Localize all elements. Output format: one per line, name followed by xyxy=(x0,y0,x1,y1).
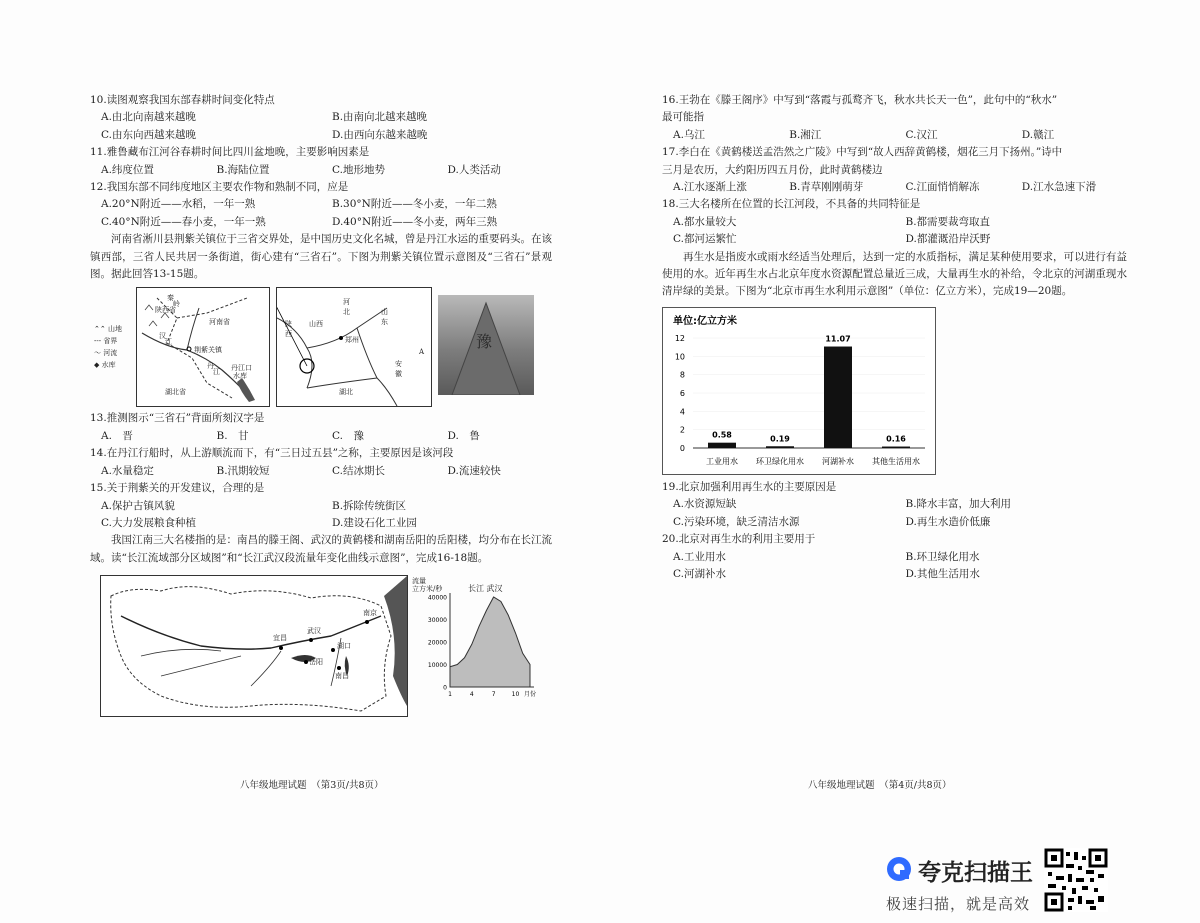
legend-item: 省界 xyxy=(103,337,118,346)
option-c: C.结冰期长 xyxy=(332,464,385,477)
y-tick-label: 20000 xyxy=(427,639,447,647)
option-b: B.拆除传统街区 xyxy=(332,499,407,512)
question-stem: 18.三大名楼所在位置的长江河段，不具备的共同特征是 xyxy=(662,198,921,211)
question-stem: 17.李白在《黄鹤楼送孟浩然之广陵》中写到“故人西辞黄鹤楼，烟花三月下扬州。”诗中 xyxy=(662,146,1063,159)
x-tick-label: 10 xyxy=(511,691,520,699)
option-b: B.海陆位置 xyxy=(216,163,270,176)
data-label: 0.16 xyxy=(886,434,906,444)
map-label: 山西 xyxy=(309,320,323,329)
option-a: A.由北向南越来越晚 xyxy=(101,111,196,124)
question-stem: 10.读图观察我国东部春耕时间变化特点 xyxy=(90,94,275,106)
option-b: B.降水丰富，加大利用 xyxy=(905,498,1012,511)
map-label: 武汉 xyxy=(307,627,321,636)
option-b: B.30°N附近——冬小麦，一年二熟 xyxy=(332,198,497,211)
stone-inscription: 豫 xyxy=(476,332,493,352)
inset-map-svg xyxy=(277,288,431,406)
map-label: 岭 xyxy=(173,300,180,309)
inset-map xyxy=(276,287,432,407)
map-label: 湖口 xyxy=(337,642,351,651)
flow-chart xyxy=(408,575,538,715)
option-c: C.汉江 xyxy=(905,128,938,141)
flow-area xyxy=(450,597,530,687)
boundary-icon: --- xyxy=(94,337,102,346)
map-label: 宜昌 xyxy=(273,634,287,643)
y-tick-label: 40000 xyxy=(427,594,447,602)
question-stem: 12.我国东部不同纬度地区主要农作物和熟制不同，应是 xyxy=(90,181,349,194)
option-c: C.由东向西越来越晚 xyxy=(101,128,196,141)
map-label: 荆紫关镇 xyxy=(194,346,222,355)
question-15 xyxy=(90,480,552,532)
legend-item: 水库 xyxy=(101,361,116,370)
y-tick-label: 10 xyxy=(674,352,685,362)
question-12 xyxy=(90,179,552,231)
option-d: D.建设石化工业园 xyxy=(332,516,417,529)
option-a: A.水量稳定 xyxy=(101,464,154,477)
x-tick-label: 工业用水 xyxy=(706,456,738,466)
map-label: 丹 xyxy=(207,362,214,371)
question-stem: 20.北京对再生水的利用主要用于 xyxy=(662,533,816,546)
bar xyxy=(882,446,910,448)
option-d: D.都灌溉沿岸沃野 xyxy=(905,233,991,246)
reservoir-shape xyxy=(237,378,255,402)
map-label: 江 xyxy=(165,338,172,347)
three-province-stone-photo xyxy=(438,295,534,395)
option-b: B.汛期较短 xyxy=(216,464,270,477)
map-label: 河 xyxy=(343,298,350,307)
bar xyxy=(766,446,794,448)
yangtze-basin-map xyxy=(100,575,408,717)
option-c: C.河湖补水 xyxy=(673,567,726,580)
option-c: C. 豫 xyxy=(332,429,364,442)
option-a: A.纬度位置 xyxy=(101,163,154,176)
option-d: D.再生水造价低廉 xyxy=(905,515,991,528)
option-d: D.由西向东越来越晚 xyxy=(332,128,428,141)
map-label: 郑州 xyxy=(345,336,359,345)
map-label: A xyxy=(419,348,425,357)
map-label: 南昌 xyxy=(335,672,349,681)
question-stem: 15.关于荆紫关的开发建议，合理的是 xyxy=(90,482,265,495)
option-b: B. 甘 xyxy=(216,429,249,442)
bar xyxy=(824,346,852,447)
option-d: D.40°N附近——冬小麦，两年三熟 xyxy=(332,215,498,228)
question-stem: 14.在丹江行船时，从上游顺流而下，有“三日过五县”之称，主要原因是该河段 xyxy=(90,447,454,460)
question-stem-cont: 最可能指 xyxy=(662,111,704,124)
y-tick-label: 2 xyxy=(679,425,685,435)
flow-chart-svg xyxy=(408,575,538,715)
question-stem: 11.雅鲁藏布江河谷春耕时间比四川盆地晚，主要影响因素是 xyxy=(90,146,370,159)
map-label: 水库 xyxy=(233,372,247,381)
option-c: C.40°N附近——春小麦，一年一熟 xyxy=(101,215,266,228)
map-label: 西 xyxy=(285,330,292,339)
option-b: B.由南向北越来越晚 xyxy=(332,111,428,124)
option-d: D.人类活动 xyxy=(447,163,501,176)
figure-yangtze xyxy=(90,575,552,717)
map-legend xyxy=(94,325,138,369)
flow-ylabel: 流量 xyxy=(412,577,426,586)
x-tick-label: 其他生活用水 xyxy=(872,456,920,466)
option-b: B.湘江 xyxy=(789,128,822,141)
data-label: 11.07 xyxy=(825,334,851,344)
question-18 xyxy=(662,196,1127,248)
option-b: B.青草刚刚萌芽 xyxy=(789,181,864,194)
x-tick-label: 河湖补水 xyxy=(822,456,854,466)
y-tick-label: 10000 xyxy=(427,662,447,670)
question-stem-cont: 三月是农历，大约阳历四五月份，此时黄鹤楼边 xyxy=(662,163,883,176)
map-label: 岳阳 xyxy=(309,658,323,667)
passage-16-18: 我国江南三大名楼指的是：南昌的滕王阁、武汉的黄鹤楼和湖南岳阳的岳阳楼，均分布在长江流域。读“长江流域部分区域图”和“长江武汉段流量年变化曲线示意图”，完成16-18题。 xyxy=(90,534,552,564)
y-tick-label: 30000 xyxy=(427,617,447,625)
option-c: C.都河运繁忙 xyxy=(673,233,737,246)
x-axis-unit: 月份 xyxy=(523,691,536,699)
map-label: 北 xyxy=(343,308,350,317)
question-16 xyxy=(662,92,1127,144)
option-d: D. 鲁 xyxy=(447,429,480,442)
question-11 xyxy=(90,144,552,179)
left-page-footer: 八年级地理试题 （第3页/共8页） xyxy=(240,780,384,791)
map-label: 安 xyxy=(395,360,402,369)
location-map xyxy=(136,287,270,407)
map-label: 秦 xyxy=(167,294,174,303)
question-14 xyxy=(90,445,552,480)
figure-jingziguan xyxy=(90,287,552,407)
reclaimed-water-chart xyxy=(662,307,936,475)
option-c: C.地形地势 xyxy=(332,163,385,176)
option-a: A.水资源短缺 xyxy=(673,498,737,511)
map-label: 汉 xyxy=(159,332,166,341)
question-stem: 13.推测图示“三省石”背面所刻汉字是 xyxy=(90,412,265,425)
option-a: A.20°N附近——水稻，一年一熟 xyxy=(101,198,256,211)
map-label: 陕 xyxy=(285,320,292,329)
option-a: A.江水逐渐上涨 xyxy=(673,181,747,194)
y-tick-label: 8 xyxy=(679,370,685,380)
x-tick-label: 环卫绿化用水 xyxy=(756,456,804,466)
option-a: A. 晋 xyxy=(101,429,133,442)
map-label: 南京 xyxy=(363,609,377,618)
y-tick-label: 6 xyxy=(679,388,685,398)
option-d: D.赣江 xyxy=(1021,128,1055,141)
option-b: B.环卫绿化用水 xyxy=(905,550,980,563)
question-20 xyxy=(662,531,1127,583)
mountain-icon: ⌃⌃ xyxy=(94,325,106,334)
x-tick-label: 7 xyxy=(491,691,496,699)
question-stem: 19.北京加强利用再生水的主要原因是 xyxy=(662,480,837,493)
option-d: D.流速较快 xyxy=(447,464,501,477)
bar xyxy=(708,443,736,448)
option-a: A.乌江 xyxy=(673,128,705,141)
option-a: A.工业用水 xyxy=(673,550,726,563)
map-label: 东 xyxy=(381,318,388,327)
x-tick-label: 1 xyxy=(448,691,452,699)
map-label: 陕西省 xyxy=(155,306,176,315)
option-c: C.大力发展粮食种植 xyxy=(101,516,196,529)
question-10 xyxy=(90,92,552,144)
right-page-footer: 八年级地理试题 （第4页/共8页） xyxy=(808,780,952,791)
map-label: 丹江口 xyxy=(231,364,252,373)
question-stem: 16.王勃在《滕王阁序》中写到“落霞与孤鹜齐飞，秋水共长天一色”，此句中的“秋水” xyxy=(662,94,1058,106)
passage-13-15: 河南省淅川县荆紫关镇位于三省交界处，是中国历史文化名城，曾是丹江水运的重要码头。在该镇西部，三省人民共居一条街道，街心建有“三省石”。下图为荆紫关镇位置示意图及“三省石”景观图。据此回答13-15题。 xyxy=(90,233,552,281)
map-label: 徽 xyxy=(395,370,402,379)
river-icon: ～ xyxy=(94,349,101,358)
qr-code-icon xyxy=(1044,848,1108,912)
data-label: 0.58 xyxy=(712,430,732,440)
option-b: B.都需要裁弯取直 xyxy=(905,215,991,228)
quark-logo-icon xyxy=(886,856,912,882)
chart-title: 单位:亿立方米 xyxy=(673,315,737,327)
reservoir-icon: ◆ xyxy=(94,361,100,370)
legend-item: 河流 xyxy=(103,349,118,358)
y-tick-label: 12 xyxy=(674,333,685,343)
x-tick-label: 4 xyxy=(469,691,474,699)
option-c: C.污染环境，缺乏清洁水源 xyxy=(673,515,800,528)
question-19 xyxy=(662,479,1127,531)
map-label: 江 xyxy=(213,368,220,377)
bar-chart-svg xyxy=(663,308,935,474)
right-page xyxy=(662,92,1127,583)
option-c: C.江面悄悄解冻 xyxy=(905,181,980,194)
brand-slogan: 极速扫描，就是高效 xyxy=(886,895,1031,913)
flow-ylabel-unit: 立方米/秒 xyxy=(412,585,443,594)
y-tick-label: 4 xyxy=(679,407,685,417)
yangtze-map-svg xyxy=(101,576,407,716)
data-label: 0.19 xyxy=(770,434,790,444)
map-label: 湖北省 xyxy=(165,388,186,397)
passage-19-20: 再生水是指废水或雨水经适当处理后，达到一定的水质指标，满足某种使用要求，可以进行有益使用的水。近年再生水占北京年度水资源配置总量近三成，大量再生水的补给，令北京的河湖重现水清岸绿的美景。下图为“北京市再生水利用示意图”（单位：亿立方米），完成19—20题。 xyxy=(662,250,1127,298)
left-page xyxy=(90,92,552,717)
brand-name: 夸克扫描王 xyxy=(918,860,1033,886)
option-d: D.江水急速下滑 xyxy=(1021,181,1097,194)
question-13 xyxy=(90,410,552,445)
option-d: D.其他生活用水 xyxy=(905,567,980,580)
option-a: A.保护古镇风貌 xyxy=(101,499,175,512)
y-tick-label: 0 xyxy=(679,443,685,453)
flow-title: 长江 武汉 xyxy=(468,584,503,594)
map-label: 湖北 xyxy=(339,388,353,397)
y-tick-label: 0 xyxy=(443,684,447,692)
map-label: 山 xyxy=(381,308,388,317)
option-a: A.都水量较大 xyxy=(673,215,737,228)
map-label: 河南省 xyxy=(209,318,230,327)
question-17 xyxy=(662,144,1127,196)
legend-item: 山地 xyxy=(107,325,122,334)
